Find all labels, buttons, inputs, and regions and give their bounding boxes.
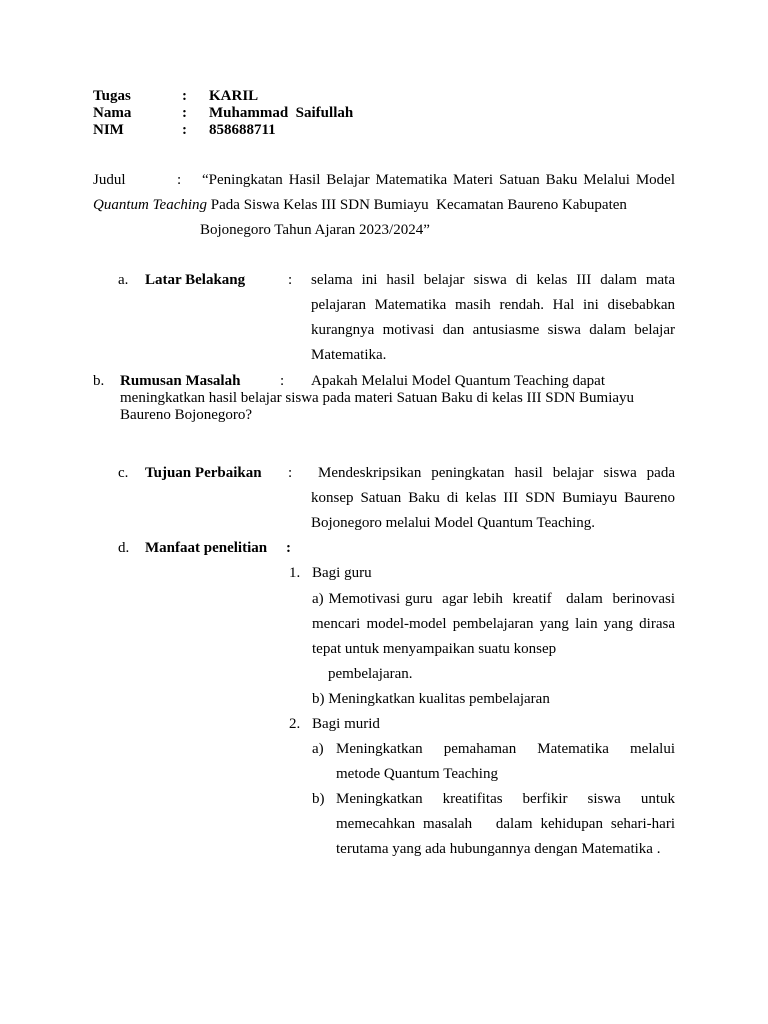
tugas-colon: : [182, 88, 187, 104]
item-1b-line: b) Meningkatkan kualitas pembelajaran [312, 691, 550, 707]
tugas-value: KARIL [209, 88, 259, 104]
section-a-line: Matematika. [311, 347, 387, 363]
judul-line-2-italic: Quantum Teaching [93, 197, 208, 213]
section-b-title: Rumusan Masalah [120, 373, 241, 389]
section-a-line: kurangnya motivasi dan antusiasme siswa dalam belajar [311, 322, 675, 338]
section-a-line: pelajaran Matematika masih rendah. Hal ini disebabkan [311, 297, 675, 313]
item-1-title: Bagi guru [312, 565, 372, 581]
nama-colon: : [182, 105, 187, 121]
judul-line-2-rest: Pada Siswa Kelas III SDN Bumiayu Kecamatan Baureno Kabupaten [207, 197, 627, 213]
item-2b-marker: b) [312, 791, 325, 807]
judul-colon: : [177, 172, 182, 188]
list-number-1: 1. [289, 565, 301, 581]
item-2b-line: Meningkatkan kreatifitas berfikir siswa untuk [336, 791, 675, 807]
item-2-title: Bagi murid [312, 716, 380, 732]
section-b-line-1: Apakah Melalui Model Quantum Teaching dapat [311, 373, 606, 389]
tugas-label: Tugas [93, 88, 131, 104]
item-1a-line: a) Memotivasi guru agar lebih kreatif dalam berinovasi [312, 591, 675, 607]
item-1a-line: pembelajaran. [328, 666, 413, 682]
item-2b-line: memecahkan masalah dalam kehidupan sehari-hari [336, 816, 675, 832]
section-b-marker: b. [93, 373, 105, 389]
section-a-title: Latar Belakang [145, 272, 246, 288]
nim-value: 858688711 [209, 122, 276, 138]
section-c-title: Tujuan Perbaikan [145, 465, 262, 481]
section-b-line-2: meningkatkan hasil belajar siswa pada materi Satuan Baku di kelas III SDN Bumiayu [120, 390, 635, 406]
judul-line-2 [93, 193, 627, 218]
section-d-colon: : [286, 540, 291, 556]
section-b-colon: : [280, 373, 285, 389]
item-1a-line: tepat untuk menyampaikan suatu konsep [312, 641, 557, 657]
item-2b-line: terutama yang ada hubungannya dengan Matematika . [336, 841, 661, 857]
section-b-line-3: Baureno Bojonegoro? [120, 407, 253, 423]
nama-value: Muhammad Saifullah [209, 105, 354, 121]
section-c-colon: : [288, 465, 293, 481]
section-d-marker: d. [118, 540, 130, 556]
nim-colon: : [182, 122, 187, 138]
section-c-line: Bojonegoro melalui Model Quantum Teaching. [311, 515, 596, 531]
section-a-line: selama ini hasil belajar siswa di kelas III dalam mata [311, 272, 675, 288]
item-2a-marker: a) [312, 741, 324, 757]
item-2a-line: Meningkatkan pemahaman Matematika melalui [336, 741, 675, 757]
item-1a-line: mencari model-model pembelajaran yang lain yang dirasa [312, 616, 675, 632]
section-a-colon: : [288, 272, 293, 288]
judul-line-3: Bojonegoro Tahun Ajaran 2023/2024” [200, 222, 430, 238]
judul-label: Judul [93, 172, 126, 188]
nim-label: NIM [93, 122, 124, 138]
item-2a-line: metode Quantum Teaching [336, 766, 498, 782]
judul-line-1: “Peningkatan Hasil Belajar Matematika Materi Satuan Baku Melalui Model [202, 172, 675, 188]
nama-label: Nama [93, 105, 132, 121]
section-c-marker: c. [118, 465, 129, 481]
section-d-title: Manfaat penelitian [145, 540, 268, 556]
section-c-line: Mendeskripsikan peningkatan hasil belajar siswa pada [318, 465, 675, 481]
section-c-line: konsep Satuan Baku di kelas III SDN Bumiayu Baureno [311, 490, 675, 506]
section-a-marker: a. [118, 272, 129, 288]
list-number-2: 2. [289, 716, 301, 732]
